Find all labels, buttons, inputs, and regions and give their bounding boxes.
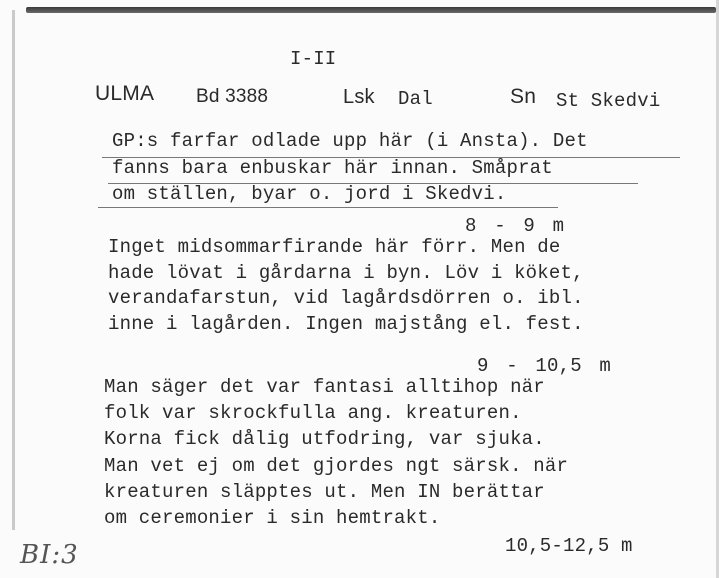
text-line: hade lövat i gårdarna i byn. Löv i köket,	[108, 262, 584, 284]
landskap-value: Dal	[398, 88, 433, 110]
volume-number: Bd 3388	[196, 86, 269, 107]
text-line: GP:s farfar odlade upp här (i Ansta). Det	[112, 130, 588, 152]
text-line: Man vet ej om det gjordes ngt särsk. när	[104, 455, 569, 477]
landskap-label: Lsk	[343, 86, 375, 108]
card-left-edge	[12, 10, 15, 530]
time-mark: 8 - 9 m	[465, 215, 565, 237]
text-line: om ceremonier i sin hemtrakt.	[104, 507, 441, 529]
text-line: folk var skrockfulla ang. kreaturen.	[104, 402, 522, 424]
card-number: I-II	[290, 48, 337, 70]
text-line: Man säger det var fantasi alltihop när	[104, 376, 545, 398]
underline-3	[98, 207, 558, 208]
card-top-edge	[26, 7, 716, 13]
archive-name: ULMA	[95, 82, 155, 105]
text-line: Korna fick dålig utfodring, var sjuka.	[104, 428, 545, 450]
handwritten-shelfmark: BI:3	[20, 540, 79, 570]
time-mark: 9 - 10,5 m	[477, 355, 612, 377]
text-line: om ställen, byar o. jord i Skedvi.	[112, 183, 507, 205]
time-mark: 10,5-12,5 m	[505, 535, 633, 557]
text-line: kreaturen släpptes ut. Men IN berättar	[104, 481, 545, 503]
text-line: Inget midsommarfirande här förr. Men de	[108, 236, 561, 258]
socken-value: St Skedvi	[556, 90, 661, 112]
text-line: verandafarstun, vid lagårdsdörren o. ibl.	[108, 287, 584, 309]
socken-label: Sn	[510, 85, 537, 108]
text-line: inne i lagården. Ingen majstång el. fest.	[108, 313, 584, 335]
text-line: fanns bara enbuskar här innan. Småprat	[112, 157, 553, 179]
